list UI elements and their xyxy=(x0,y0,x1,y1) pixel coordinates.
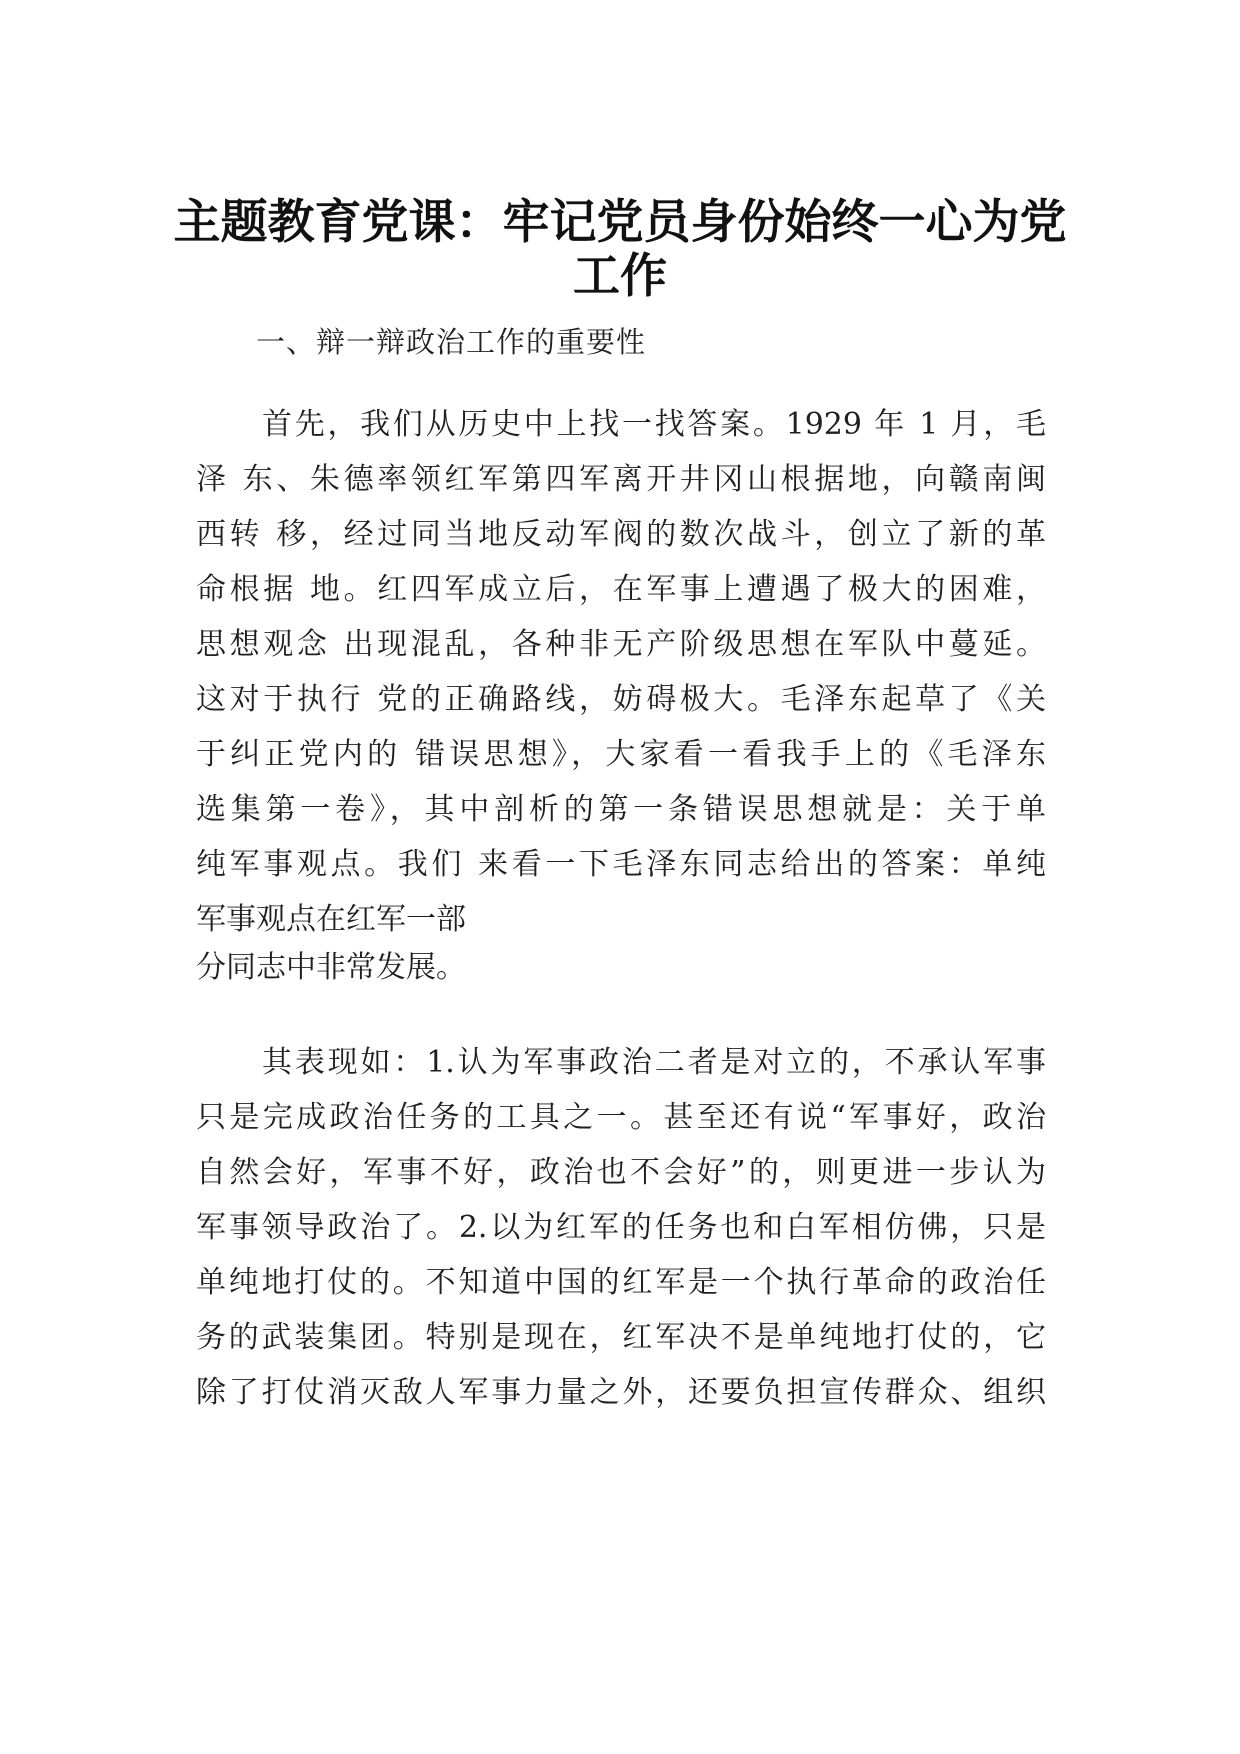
paragraph-line: 其表现如：1.认为军事政治二者是对立的，不承认军事 xyxy=(262,1045,1046,1080)
paragraph-line: 思想观念 出现混乱，各种非无产阶级思想在军队中蔓延。 xyxy=(196,627,1046,662)
paragraph-line: 军事领导政治了。2.以为红军的任务也和白军相仿佛，只是 xyxy=(196,1210,1046,1245)
paragraph-line: 单纯地打仗的。不知道中国的红军是一个执行革命的政治任 xyxy=(196,1265,1046,1300)
paragraph-line: 除了打仗消灭敌人军事力量之外，还要负担宣传群众、组织 xyxy=(196,1375,1046,1410)
paragraph-line: 于纠正党内的 错误思想》，大家看一看我手上的《毛泽东 xyxy=(196,737,1046,772)
paragraph-line: 自然会好，军事不好，政治也不会好”的，则更进一步认为 xyxy=(196,1155,1046,1190)
paragraph-line: 纯军事观点。我们 来看一下毛泽东同志给出的答案：单纯 xyxy=(196,847,1046,882)
paragraph-line: 分同志中非常发展。 xyxy=(196,950,466,985)
paragraph-line: 只是完成政治任务的工具之一。甚至还有说“军事好，政治 xyxy=(196,1100,1046,1135)
document-title-line-1: 主题教育党课：牢记党员身份始终一心为党 xyxy=(173,195,1067,250)
section-heading: 一、辩一辩政治工作的重要性 xyxy=(256,325,647,359)
paragraph-line: 西转 移，经过同当地反动军阀的数次战斗，创立了新的革 xyxy=(196,517,1046,552)
paragraph-line: 命根据 地。红四军成立后，在军事上遭遇了极大的困难， xyxy=(196,572,1046,607)
document-title-line-2: 工作 xyxy=(573,249,667,304)
paragraph-line: 选集第一卷》，其中剖析的第一条错误思想就是：关于单 xyxy=(196,792,1046,827)
paragraph-line: 务的武装集团。特别是现在，红军决不是单纯地打仗的，它 xyxy=(196,1320,1046,1355)
paragraph-line: 首先，我们从历史中上找一找答案。1929 年 1 月，毛 xyxy=(262,407,1046,442)
paragraph-line: 军事观点在红军一部 xyxy=(196,902,466,937)
paragraph-line: 泽 东、朱德率领红军第四军离开井冈山根据地，向赣南闽 xyxy=(196,462,1046,497)
paragraph-line: 这对于执行 党的正确路线，妨碍极大。毛泽东起草了《关 xyxy=(196,682,1046,717)
